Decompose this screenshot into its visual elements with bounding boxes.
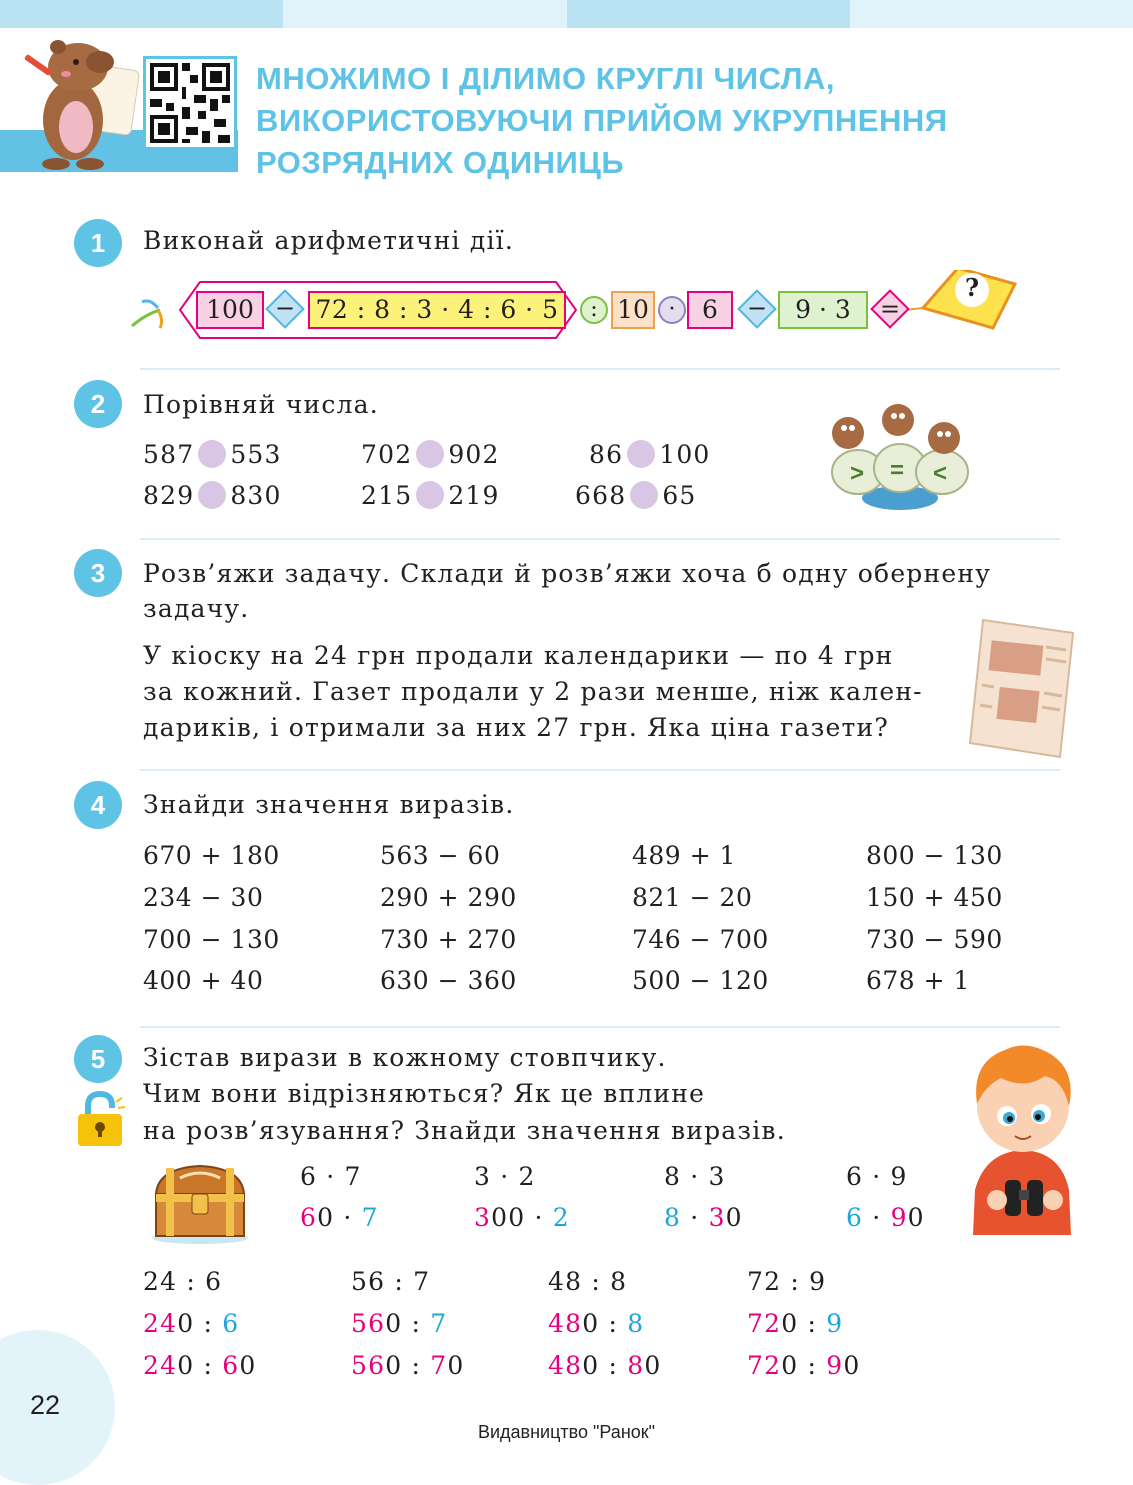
task-3-line-4: за кожний. Газет продали у 2 рази менше, ніж кален-: [143, 677, 923, 706]
chain-value-10: 10: [611, 291, 655, 329]
separator-2: [140, 538, 1060, 540]
mult-top: 6 · 9: [846, 1162, 908, 1191]
expression: 730 − 590: [866, 925, 1003, 954]
expression: 670 + 180: [143, 841, 280, 870]
expression: 400 + 40: [143, 966, 264, 995]
compare-pair: 829 830: [143, 481, 282, 510]
compare-pair: 702 902: [361, 440, 500, 469]
chain-op-divide: :: [580, 296, 608, 324]
compare-slot[interactable]: [627, 440, 655, 468]
top-strip-3: [567, 0, 850, 28]
svg-text:>: >: [850, 460, 865, 487]
task-2-instruction: Порівняй числа.: [143, 390, 379, 419]
task-5-line-2: Чим вони відрізняються? Як це вплине: [143, 1079, 706, 1108]
mult-top: 8 · 3: [664, 1162, 726, 1191]
div-middle: 560 : 7: [351, 1309, 448, 1338]
task-3-line-5: дариків, і отримали за них 27 грн. Яка ціна газети?: [143, 713, 889, 742]
title-line-2: ВИКОРИСТОВУЮЧИ ПРИЙОМ УКРУПНЕННЯ: [256, 103, 948, 138]
separator-3: [140, 769, 1060, 771]
task-3-line-3: У кіоску на 24 грн продали календарики — по 4 грн: [143, 641, 894, 670]
task-5-number: 5: [74, 1035, 122, 1083]
compare-pair: 668 65: [575, 481, 697, 510]
mult-bottom: 60 · 7: [300, 1203, 379, 1232]
capybara-illustration: [18, 32, 143, 172]
div-top: 48 : 8: [548, 1267, 628, 1296]
expression: 821 − 20: [632, 883, 753, 912]
chain-op-multiply: ·: [658, 296, 686, 324]
top-strip-1: [0, 0, 283, 28]
svg-text:<: <: [933, 460, 948, 487]
title-line-3: РОЗРЯДНИХ ОДИНИЦЬ: [256, 145, 625, 180]
expression: 500 − 120: [632, 966, 769, 995]
expression: 150 + 450: [866, 883, 1003, 912]
chain-expression-box: 72 : 8 : 3 · 4 : 6 · 5: [308, 291, 566, 329]
expression: 800 − 130: [866, 841, 1003, 870]
qr-code[interactable]: [143, 56, 237, 150]
task-3-line-1: Розв’яжи задачу. Склади й розв’яжи хоча б одну обернену: [143, 559, 992, 588]
div-bottom: 480 : 80: [548, 1351, 662, 1380]
compare-slot[interactable]: [198, 481, 226, 509]
expression: 700 − 130: [143, 925, 280, 954]
mult-top: 3 · 2: [474, 1162, 536, 1191]
compare-pair: 215 219: [361, 481, 500, 510]
compare-slot[interactable]: [630, 481, 658, 509]
expression: 489 + 1: [632, 841, 736, 870]
expression: 730 + 270: [380, 925, 517, 954]
task-3-line-2: задачу.: [143, 594, 250, 623]
mult-bottom: 8 · 30: [664, 1203, 743, 1232]
treasure-chest-illustration: [148, 1160, 253, 1245]
expression: 234 − 30: [143, 883, 264, 912]
task-5-line-1: Зістав вирази в кожному стовпчику.: [143, 1043, 667, 1072]
separator-1: [140, 368, 1060, 370]
separator-4: [140, 1026, 1060, 1028]
top-strip-2: [283, 0, 567, 28]
task-2-number: 2: [74, 380, 122, 428]
mult-top: 6 · 7: [300, 1162, 362, 1191]
task-5-line-3: на розв’язування? Знайди значення виразів.: [143, 1116, 786, 1145]
snails-comparison-illustration: [820, 398, 980, 516]
div-bottom: 240 : 60: [143, 1351, 257, 1380]
expression: 746 − 700: [632, 925, 769, 954]
lock-icon: [74, 1090, 126, 1148]
div-middle: 720 : 9: [747, 1309, 844, 1338]
div-top: 56 : 7: [351, 1267, 431, 1296]
svg-text:=: =: [890, 457, 905, 484]
div-bottom: 720 : 90: [747, 1351, 861, 1380]
task-4-instruction: Знайди значення виразів.: [143, 790, 515, 819]
div-bottom: 560 : 70: [351, 1351, 465, 1380]
chain-op-minus-1-label: −: [274, 294, 296, 322]
chain-op-equals-label: =: [879, 295, 901, 323]
top-strip-4: [850, 0, 1133, 28]
compare-slot[interactable]: [416, 440, 444, 468]
page-title: [256, 58, 1116, 184]
chain-op-minus-2-label: −: [746, 294, 768, 322]
chain-start-box: 100: [196, 291, 264, 329]
page-number: 22: [30, 1390, 61, 1420]
div-top: 72 : 9: [747, 1267, 827, 1296]
chain-value-6: 6: [687, 291, 733, 329]
newspaper-illustration: [968, 615, 1078, 760]
mult-bottom: 6 · 90: [846, 1203, 925, 1232]
task-1-instruction: Виконай арифметичні дії.: [143, 226, 515, 255]
expression: 678 + 1: [866, 966, 970, 995]
expression: 630 − 360: [380, 966, 517, 995]
chain-value-9x3: 9 · 3: [778, 291, 868, 329]
chain-result-question: ?: [964, 273, 980, 302]
div-middle: 480 : 8: [548, 1309, 645, 1338]
task-4-number: 4: [74, 781, 122, 829]
compare-slot[interactable]: [198, 440, 226, 468]
boy-with-binoculars-illustration: [965, 1040, 1083, 1235]
mult-bottom: 300 · 2: [474, 1203, 570, 1232]
compare-pair: 587 553: [143, 440, 282, 469]
task-3-number: 3: [74, 549, 122, 597]
title-line-1: МНОЖИМО І ДІЛИМО КРУГЛІ ЧИСЛА,: [256, 61, 835, 96]
publisher: Видавництво "Ранок": [477, 1422, 656, 1442]
div-top: 24 : 6: [143, 1267, 223, 1296]
expression: 290 + 290: [380, 883, 517, 912]
expression: 563 − 60: [380, 841, 501, 870]
compare-slot[interactable]: [416, 481, 444, 509]
task-1-number: 1: [74, 219, 122, 267]
div-middle: 240 : 6: [143, 1309, 240, 1338]
compare-pair: 86 100: [589, 440, 711, 469]
